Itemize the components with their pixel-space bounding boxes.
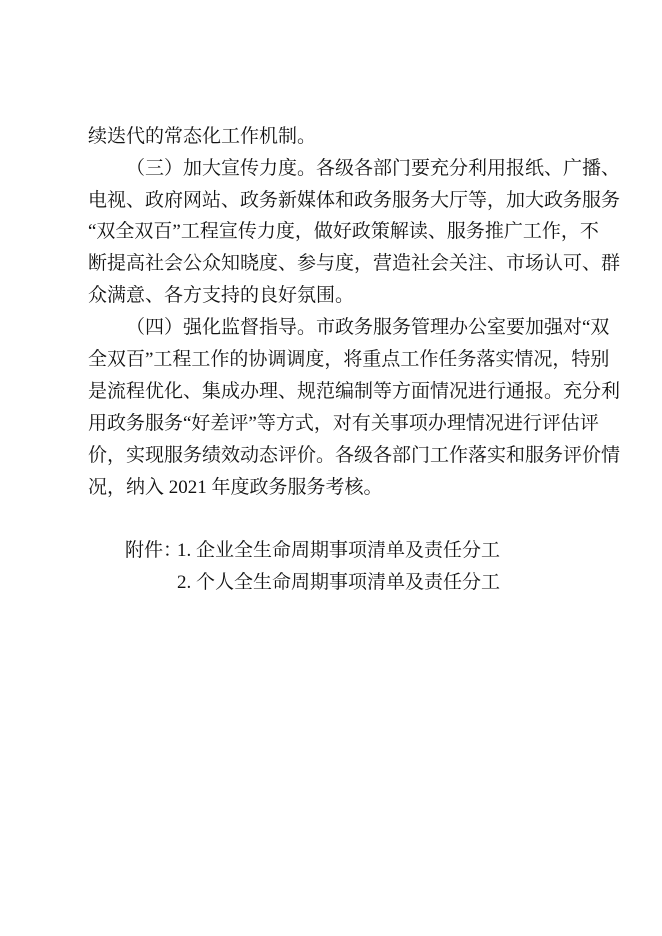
attachment-item: 2. 个人全生命周期事项清单及责任分工 xyxy=(177,572,501,593)
paragraph-line: 全双百”工程工作的协调调度，将重点工作任务落实情况，特别 xyxy=(88,349,610,370)
attachment-item: 1. 企业全生命周期事项清单及责任分工 xyxy=(177,540,501,561)
paragraph-line: 况，纳入 2021 年度政务服务考核。 xyxy=(88,477,383,498)
paragraph-line: 用政务服务“好差评”等方式，对有关事项办理情况进行评估评 xyxy=(88,413,599,434)
paragraph-line: （三）加大宣传力度。各级各部门要充分利用报纸、广播、 xyxy=(126,158,621,179)
paragraph-line: （四）强化监督指导。市政务服务管理办公室要加强对“双 xyxy=(126,317,610,338)
paragraph-line: 价，实现服务绩效动态评价。各级各部门工作落实和服务评价情 xyxy=(88,445,621,466)
attachments-label: 附件： xyxy=(125,540,183,561)
paragraph-line: 众满意、各方支持的良好氛围。 xyxy=(88,285,355,306)
paragraph-line: 续迭代的常态化工作机制。 xyxy=(88,126,317,147)
paragraph-line: 断提高社会公众知晓度、参与度，营造社会关注、市场认可、群 xyxy=(88,253,621,274)
paragraph-line: 是流程优化、集成办理、规范编制等方面情况进行通报。充分利 xyxy=(88,381,621,402)
paragraph-line: 电视、政府网站、政务新媒体和政务服务大厅等，加大政务服务 xyxy=(88,190,621,211)
paragraph-line: “双全双百”工程宣传力度，做好政策解读、服务推广工作，不 xyxy=(88,221,599,242)
